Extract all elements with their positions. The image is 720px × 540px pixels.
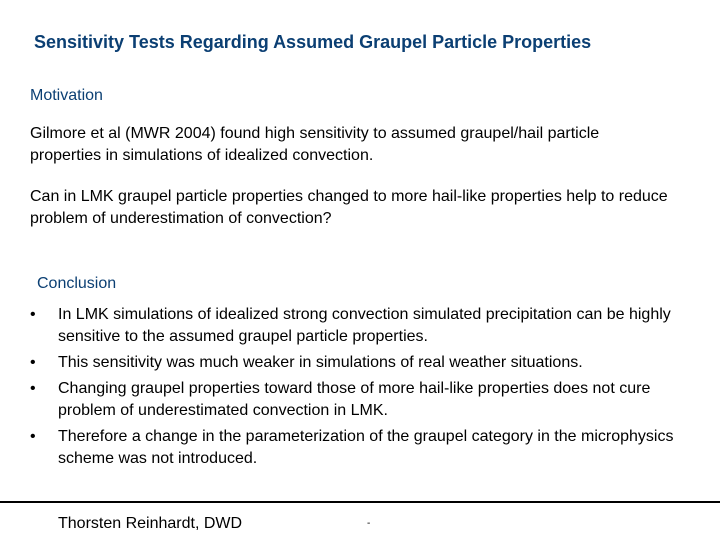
footer-divider	[0, 501, 720, 503]
footer-page-marker: -	[367, 518, 371, 529]
slide-title: Sensitivity Tests Regarding Assumed Graupel Particle Properties	[34, 32, 592, 52]
motivation-heading: Motivation	[30, 87, 103, 104]
bullet-icon: •	[30, 306, 36, 323]
bullet-icon: •	[30, 428, 36, 445]
conclusion-bullet-list	[30, 304, 690, 474]
bullet-icon: •	[30, 354, 36, 371]
conclusion-heading: Conclusion	[37, 275, 117, 292]
footer-author: Thorsten Reinhardt, DWD	[58, 515, 243, 532]
bullet-text: Therefore a change in the parameterization of the graupel category in the microphysics scheme was not introduced.	[58, 428, 674, 467]
conclusion-bullet-3	[30, 378, 690, 422]
conclusion-bullet-1	[30, 304, 690, 348]
conclusion-bullet-4	[30, 426, 690, 470]
bullet-text: Changing graupel properties toward those of more hail-like properties does not cure problem of underestimated convection in LMK.	[58, 380, 651, 419]
motivation-paragraph-2: Can in LMK graupel particle properties changed to more hail-like properties help to reduce problem of underestimation of convection?	[30, 188, 668, 227]
bullet-text: This sensitivity was much weaker in simulations of real weather situations.	[58, 354, 583, 371]
bullet-icon: •	[30, 380, 36, 397]
motivation-paragraph-1: Gilmore et al (MWR 2004) found high sensitivity to assumed graupel/hail particle properties in simulations of idealized convection.	[30, 125, 600, 164]
conclusion-bullet-2	[30, 352, 690, 374]
bullet-text: In LMK simulations of idealized strong convection simulated precipitation can be highly sensitive to the assumed graupel particle properties.	[58, 306, 671, 345]
